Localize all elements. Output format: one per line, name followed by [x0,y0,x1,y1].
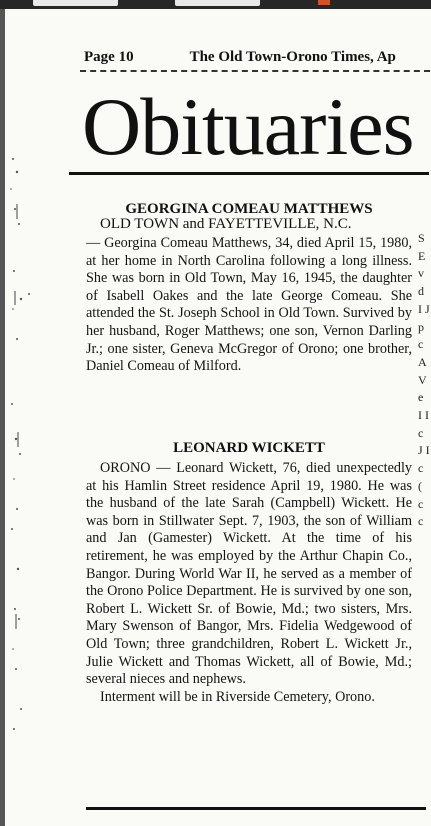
section-title: Obituaries [82,81,414,172]
title-rule [69,172,429,175]
browser-top-bar [0,0,431,9]
page-header [84,49,396,66]
bottom-rule [86,807,426,810]
header-dashed-rule [80,70,430,72]
obituary-1-location: OLD TOWN and FAYETTEVILLE, N.C. [100,216,352,232]
browser-tab[interactable] [33,0,118,6]
adjacent-column-fragment: S E v d I J p c A V e I I c J I c ( c c [418,231,430,529]
obituary-2-name: LEONARD WICKETT [173,440,325,456]
interment-note: Interment will be in Riverside Cemetery, Orono. [100,688,375,705]
obituary-1-body: — Georgina Comeau Matthews, 34, died April 15, 1980, at her home in North Carolina following a long illness. She was born in Old Town, May 16, 1945, the daughter of Isabell Oakes and the late George Comeau. She attended the St. Joseph School in Old Town. Survived by her husband, Roger Matthews; one son, Vernon Darling Jr.; one sister, Geneva McGregor of Orono; one brother, Daniel Comeau of Milford. [86,235,412,375]
page-number: Page 10 [84,49,134,65]
margin-scan-marks [5,9,45,826]
obituary-2-body: ORONO — Leonard Wickett, 76, died unexpectedly at his Hamlin Street residence April 19, 1980. He was the husband of the late Sarah (Campbell) Wickett. He was born in Stillwater Sept. 7, 1903, the son of William and Jan (Gamester) Wickett. At the time of his retirement, he was employed by the Arthur Chapin Co., Bangor. During World War II, he served as a member of the Orono Police Department. He is survived by one son, Robert L. Wickett Sr. of Bowie, Md.; two sisters, Mrs. Mary Swenson of Bangor, Mrs. Fidelia Wedgewood of Old Town; three grandchildren, Robert L. Wickett Jr., Julie Wickett and Thomas Wickett, all of Bowie, Md.; several nieces and nephews. Interment will be in Riverside Cemetery, Orono. [86,460,412,705]
publication-name: The Old Town-Orono Times, Ap [189,49,396,65]
record-indicator-icon [318,0,330,5]
obituary-1-name: GEORGINA COMEAU MATTHEWS [125,201,373,217]
browser-tab[interactable] [175,0,260,6]
